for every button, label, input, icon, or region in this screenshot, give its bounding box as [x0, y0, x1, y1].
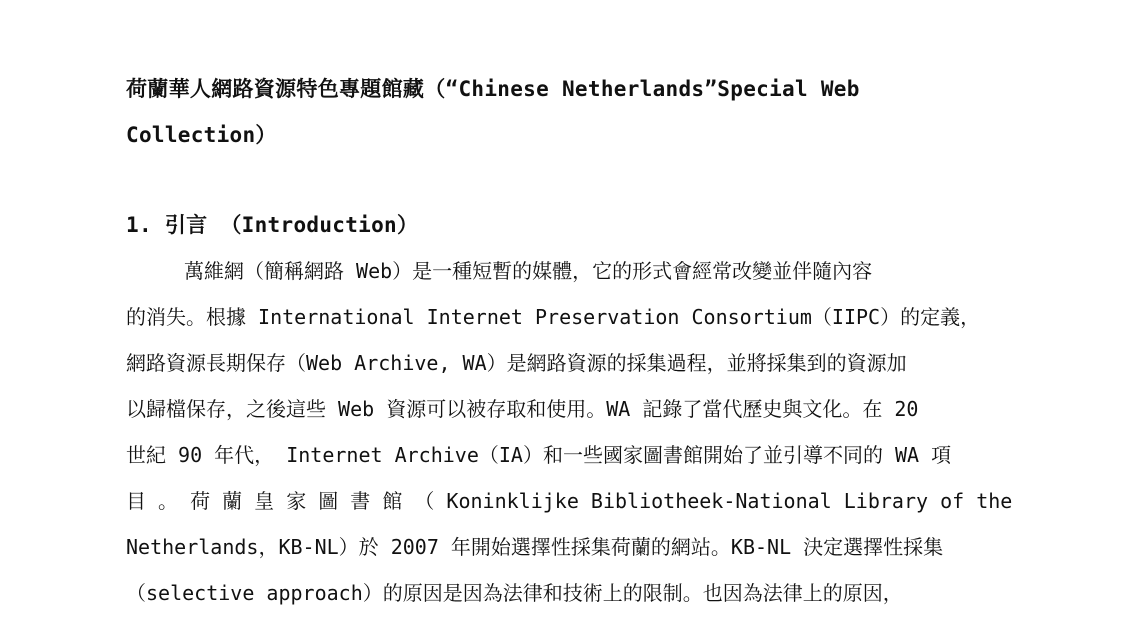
paragraph-line: 世紀 90 年代， Internet Archive（IA）和一些國家圖書館開始了並引導不同的 WA 項: [126, 443, 952, 467]
paragraph: [126, 248, 1016, 616]
section-heading: 1. 引言 （Introduction）: [126, 213, 419, 237]
paragraph-line: 網路資源長期保存（Web Archive, WA）是網路資源的採集過程，並將採集到的資源加: [126, 351, 907, 375]
document-title: [126, 66, 1026, 158]
title-line-1: 荷蘭華人網路資源特色專題館藏（“Chinese Netherlands”Special Web: [126, 77, 860, 101]
title-line-2: Collection）: [126, 123, 277, 147]
paragraph-line: 萬維網（簡稱網路 Web）是一種短暫的媒體，它的形式會經常改變並伴隨內容: [184, 259, 873, 283]
paragraph-line: 的消失。根據 International Internet Preservation Consortium（IIPC）的定義，: [126, 305, 981, 329]
paragraph-line: 目 。 荷 蘭 皇 家 圖 書 館 （ Koninklijke Bibliotheek-National Library of the: [126, 489, 1013, 513]
paragraph-line: 以歸檔保存，之後這些 Web 資源可以被存取和使用。WA 記錄了當代歷史與文化。在 20: [126, 397, 919, 421]
paragraph-line: Netherlands，KB-NL）於 2007 年開始選擇性採集荷蘭的網站。KB-NL 決定選擇性採集: [126, 535, 944, 559]
paragraph-line: （selective approach）的原因是因為法律和技術上的限制。也因為法律上的原因，: [126, 581, 903, 605]
